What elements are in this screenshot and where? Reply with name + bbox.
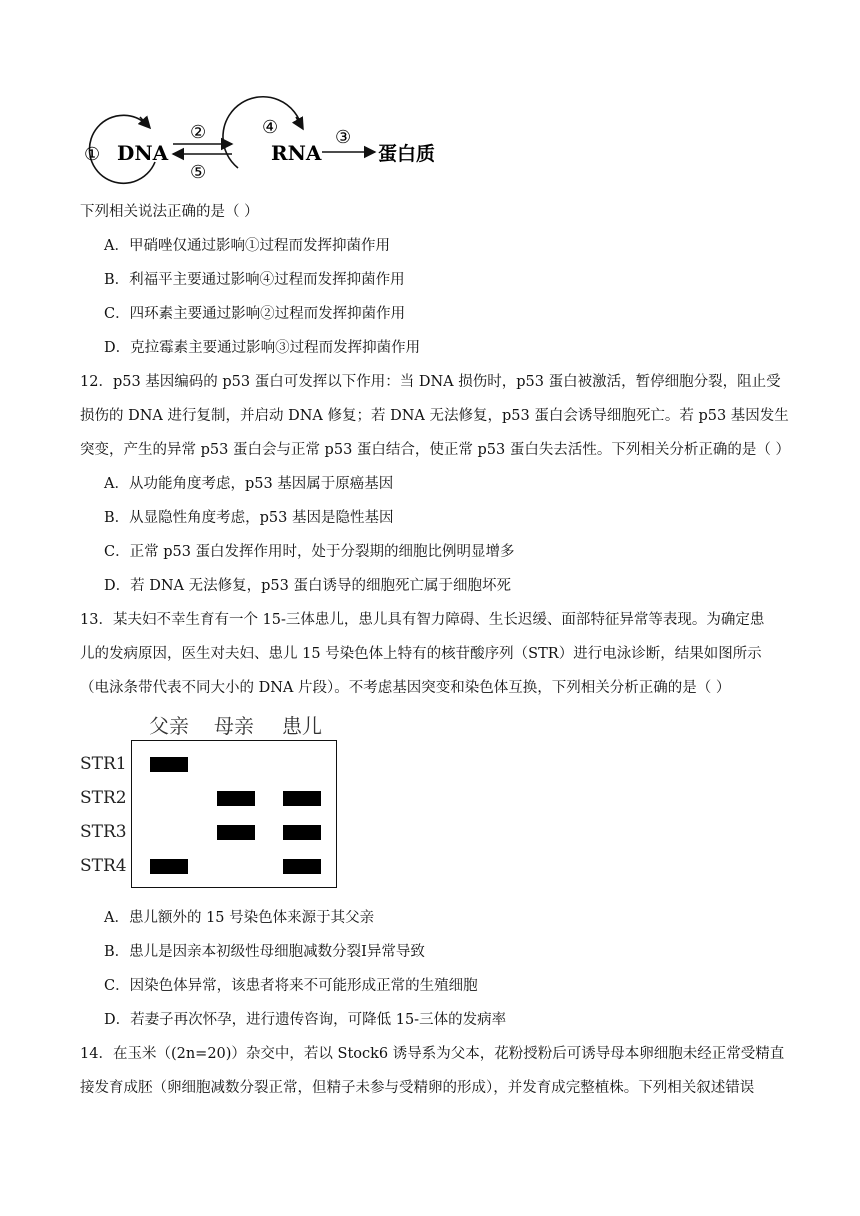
gel-band (217, 791, 255, 806)
label-4: ④ (262, 117, 279, 138)
central-dogma-diagram (0, 0, 860, 200)
q11-prompt: 下列相关说法正确的是（ ） (80, 204, 259, 220)
label-5: ⑤ (190, 162, 207, 183)
gel-row-str2: STR2 (80, 788, 127, 808)
q12-option-c[interactable]: C．正常 p53 蛋白发挥作用时，处于分裂期的细胞比例明显增多 (104, 544, 515, 560)
gel-band (283, 791, 321, 806)
gel-col-mother: 母亲 (214, 714, 254, 738)
q13-option-d[interactable]: D．若妻子再次怀孕，进行遗传咨询，可降低 15-三体的发病率 (104, 1012, 507, 1028)
q13-option-a[interactable]: A．患儿额外的 15 号染色体来源于其父亲 (104, 910, 375, 926)
label-protein: 蛋白质 (378, 143, 436, 165)
gel-row-str3: STR3 (80, 822, 127, 842)
gel-band (150, 859, 188, 874)
q13-option-b[interactable]: B．患儿是因亲本初级性母细胞减数分裂Ⅰ异常导致 (104, 944, 425, 960)
q12-option-a[interactable]: A．从功能角度考虑，p53 基因属于原癌基因 (104, 476, 394, 492)
q12-line-2: 损伤的 DNA 进行复制，并启动 DNA 修复；若 DNA 无法修复，p53 蛋白会诱导细胞死亡。若 p53 基因发生 (80, 408, 789, 424)
q12-option-d[interactable]: D．若 DNA 无法修复，p53 蛋白诱导的细胞死亡属于细胞坏死 (104, 578, 511, 594)
gel-figure (76, 710, 356, 890)
label-2: ② (190, 122, 207, 143)
q11-option-b[interactable]: B．利福平主要通过影响④过程而发挥抑菌作用 (104, 272, 405, 288)
q13-option-c[interactable]: C．因染色体异常，该患者将来不可能形成正常的生殖细胞 (104, 978, 478, 994)
label-rna: RNA (271, 141, 322, 165)
gel-col-father: 父亲 (149, 714, 189, 738)
gel-band (150, 757, 188, 772)
label-3: ③ (335, 127, 352, 148)
q12-option-b[interactable]: B．从显隐性角度考虑，p53 基因是隐性基因 (104, 510, 394, 526)
q14-line-1: 14．在玉米（(2n=20)）杂交中，若以 Stock6 诱导系为父本，花粉授粉后可诱导母本卵细胞未经正常受精直 (80, 1046, 785, 1062)
q13-line-1: 13．某夫妇不幸生育有一个 15-三体患儿，患儿具有智力障碍、生长迟缓、面部特征异常等表现。为确定患 (80, 612, 765, 628)
label-dna: DNA (117, 141, 169, 165)
gel-row-str4: STR4 (80, 856, 127, 876)
q11-option-d[interactable]: D．克拉霉素主要通过影响③过程而发挥抑菌作用 (104, 340, 421, 356)
q11-option-c[interactable]: C．四环素主要通过影响②过程而发挥抑菌作用 (104, 306, 406, 322)
q12-line-1: 12．p53 基因编码的 p53 蛋白可发挥以下作用：当 DNA 损伤时，p53 蛋白被激活，暂停细胞分裂，阻止受 (80, 374, 781, 390)
gel-band (283, 859, 321, 874)
gel-col-child: 患儿 (282, 714, 322, 738)
gel-row-str1: STR1 (80, 754, 127, 774)
q13-line-3: （电泳条带代表不同大小的 DNA 片段）。不考虑基因突变和染色体互换，下列相关分析正确的是（ ） (80, 680, 731, 696)
gel-band (283, 825, 321, 840)
q11-option-a[interactable]: A．甲硝唑仅通过影响①过程而发挥抑菌作用 (104, 238, 390, 254)
q12-line-3: 突变，产生的异常 p53 蛋白会与正常 p53 蛋白结合，使正常 p53 蛋白失去活性。下列相关分析正确的是（ ） (80, 442, 790, 458)
q13-line-2: 儿的发病原因，医生对夫妇、患儿 15 号染色体上特有的核苷酸序列（STR）进行电泳诊断，结果如图所示 (80, 646, 762, 662)
gel-band (217, 825, 255, 840)
q14-line-2: 接发育成胚（卵细胞减数分裂正常，但精子未参与受精卵的形成），并发育成完整植株。下列相关叙述错误 (80, 1080, 755, 1096)
label-1: ① (84, 144, 101, 165)
